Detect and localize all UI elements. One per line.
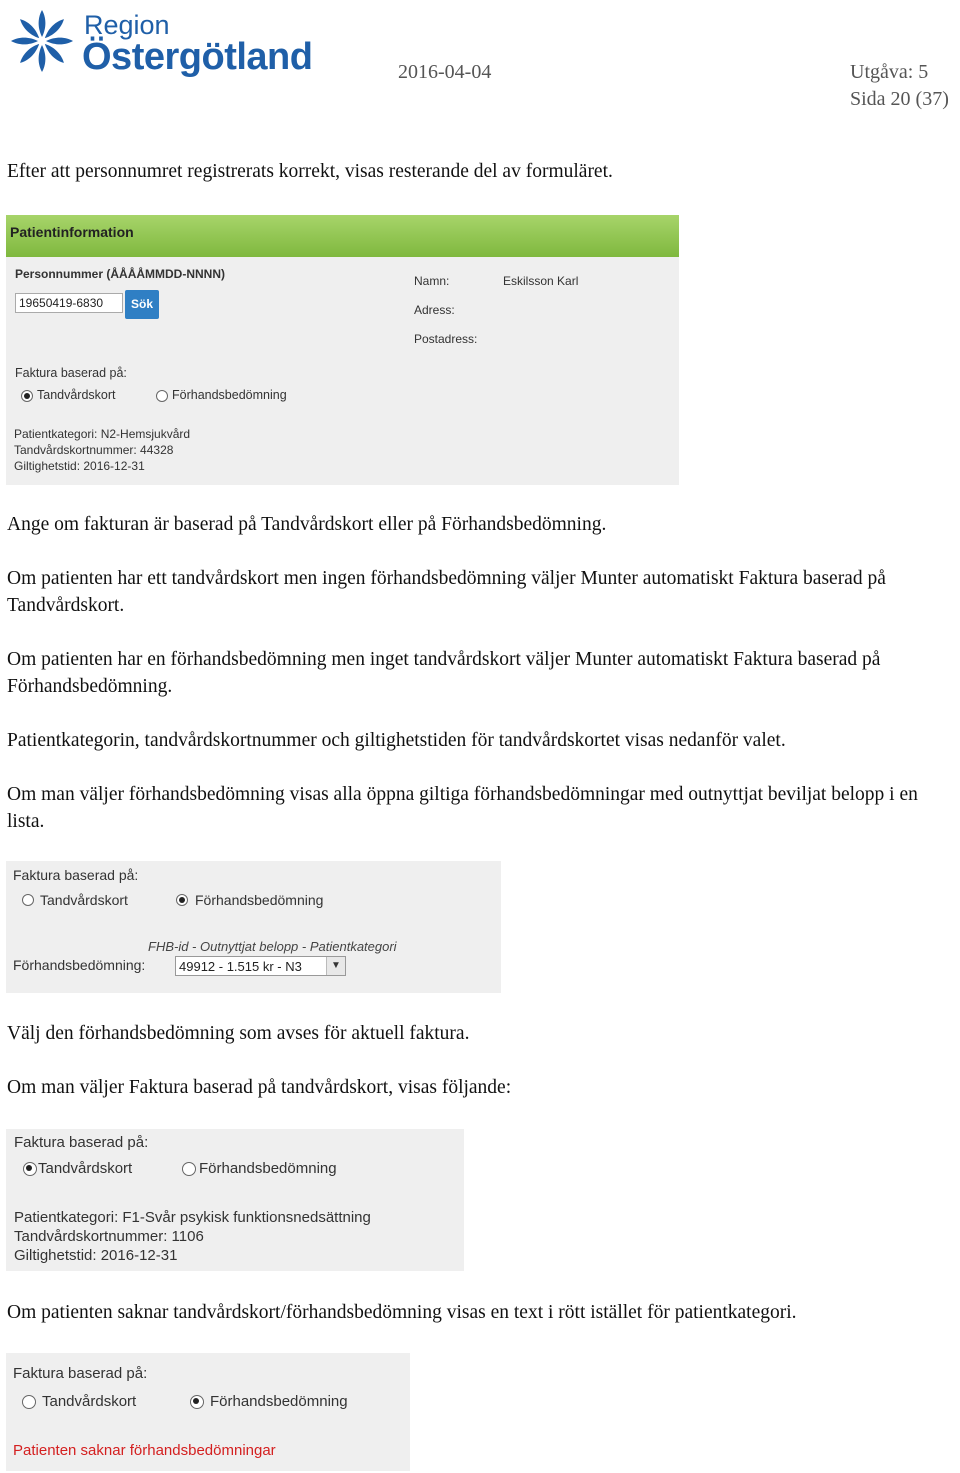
search-button[interactable]: Sök	[125, 290, 159, 319]
radio-forhandsbedomning-label: Förhandsbedömning	[172, 388, 287, 402]
address-label: Adress:	[414, 303, 455, 317]
assessment-select[interactable]	[175, 956, 346, 976]
region-logo-icon	[6, 6, 78, 76]
radio-tandvardskort[interactable]	[23, 1162, 37, 1176]
paragraph-choose-basis: Ange om fakturan är baserad på Tandvårdskort eller på Förhandsbedömning.	[7, 514, 607, 535]
radio-tandvardskort[interactable]	[21, 390, 33, 402]
radio-forhandsbedomning[interactable]	[176, 894, 188, 906]
document-date: 2016-04-04	[398, 61, 492, 83]
invoice-basis-label: Faktura baserad på:	[13, 1365, 148, 1382]
name-value: Eskilsson Karl	[503, 274, 579, 288]
personnummer-label: Personnummer (ÅÅÅÅMMDD-NNNN)	[15, 267, 225, 281]
warning-text: Patienten saknar förhandsbedömningar	[13, 1442, 276, 1459]
screenshot-card-selected	[6, 1129, 464, 1271]
radio-tandvardskort-label: Tandvårdskort	[38, 1160, 133, 1177]
paragraph-select-assessment: Välj den förhandsbedömning som avses för aktuell faktura.	[7, 1023, 470, 1044]
radio-tandvardskort-label: Tandvårdskort	[40, 892, 128, 908]
org-name-line1: Region	[84, 10, 170, 40]
screenshot-missing-warning	[6, 1353, 410, 1471]
radio-tandvardskort-label: Tandvårdskort	[37, 388, 116, 402]
assessment-select-label: Förhandsbedömning:	[13, 957, 146, 973]
section-title: Patientinformation	[10, 224, 134, 240]
postal-address-label: Postadress:	[414, 332, 478, 346]
radio-forhandsbedomning[interactable]	[156, 390, 168, 402]
radio-forhandsbedomning-label: Förhandsbedömning	[195, 892, 324, 908]
assessment-select-value: 49912 - 1.515 kr - N3	[179, 959, 302, 974]
invoice-basis-label: Faktura baserad på:	[15, 366, 127, 380]
card-number: Tandvårdskortnummer: 1106	[14, 1228, 204, 1245]
personnummer-input[interactable]	[15, 293, 123, 313]
screenshot-assessment-select	[6, 861, 501, 993]
radio-tandvardskort[interactable]	[22, 1395, 36, 1409]
name-label: Namn:	[414, 274, 450, 288]
radio-forhandsbedomning[interactable]	[190, 1395, 204, 1409]
page-number: Sida 20 (37)	[850, 88, 949, 110]
personnummer-value: 19650419-6830	[19, 296, 104, 310]
paragraph-missing-card: Om patienten saknar tandvårdskort/förhandsbedömning visas en text i rött istället för patientkategori.	[7, 1302, 797, 1323]
radio-tandvardskort[interactable]	[22, 894, 34, 906]
patient-category: Patientkategori: N2-Hemsjukvård	[14, 427, 191, 441]
patient-category: Patientkategori: F1-Svår psykisk funktionsnedsättning	[14, 1209, 371, 1226]
paragraph-assessment-list: Om man väljer förhandsbedömning visas alla öppna giltiga förhandsbedömningar med outnyttjat beviljat belopp i en lista.	[7, 784, 918, 832]
chevron-down-icon[interactable]: ▼	[326, 957, 345, 975]
invoice-basis-label: Faktura baserad på:	[13, 867, 139, 883]
paragraph-category-shown: Patientkategorin, tandvårdskortnummer och giltighetstiden för tandvårdskortet visas nedanför valet.	[7, 730, 786, 751]
invoice-basis-label: Faktura baserad på:	[14, 1134, 149, 1151]
radio-forhandsbedomning[interactable]	[182, 1162, 196, 1176]
validity: Giltighetstid: 2016-12-31	[14, 1247, 178, 1264]
list-hint: FHB-id - Outnyttjat belopp - Patientkategori	[148, 939, 397, 954]
paragraph-intro: Efter att personnumret registrerats korrekt, visas resterande del av formuläret.	[7, 161, 613, 182]
paragraph-card-auto: Om patienten har ett tandvårdskort men ingen förhandsbedömning väljer Munter automatiskt Faktura baserad på Tandvårdskort.	[7, 568, 886, 616]
validity: Giltighetstid: 2016-12-31	[14, 459, 145, 473]
paragraph-assessment-auto: Om patienten har en förhandsbedömning men inget tandvårdskort väljer Munter automatiskt Faktura baserad på Förhandsbedömning.	[7, 649, 881, 697]
card-number: Tandvårdskortnummer: 44328	[14, 443, 174, 457]
radio-forhandsbedomning-label: Förhandsbedömning	[210, 1393, 348, 1410]
screenshot-patient-information	[6, 215, 679, 485]
radio-tandvardskort-label: Tandvårdskort	[42, 1393, 137, 1410]
radio-forhandsbedomning-label: Förhandsbedömning	[199, 1160, 337, 1177]
document-edition: Utgåva: 5	[850, 61, 929, 83]
paragraph-card-selected: Om man väljer Faktura baserad på tandvårdskort, visas följande:	[7, 1077, 512, 1098]
logo	[6, 6, 313, 78]
org-name-line2: Östergötland	[82, 36, 313, 78]
